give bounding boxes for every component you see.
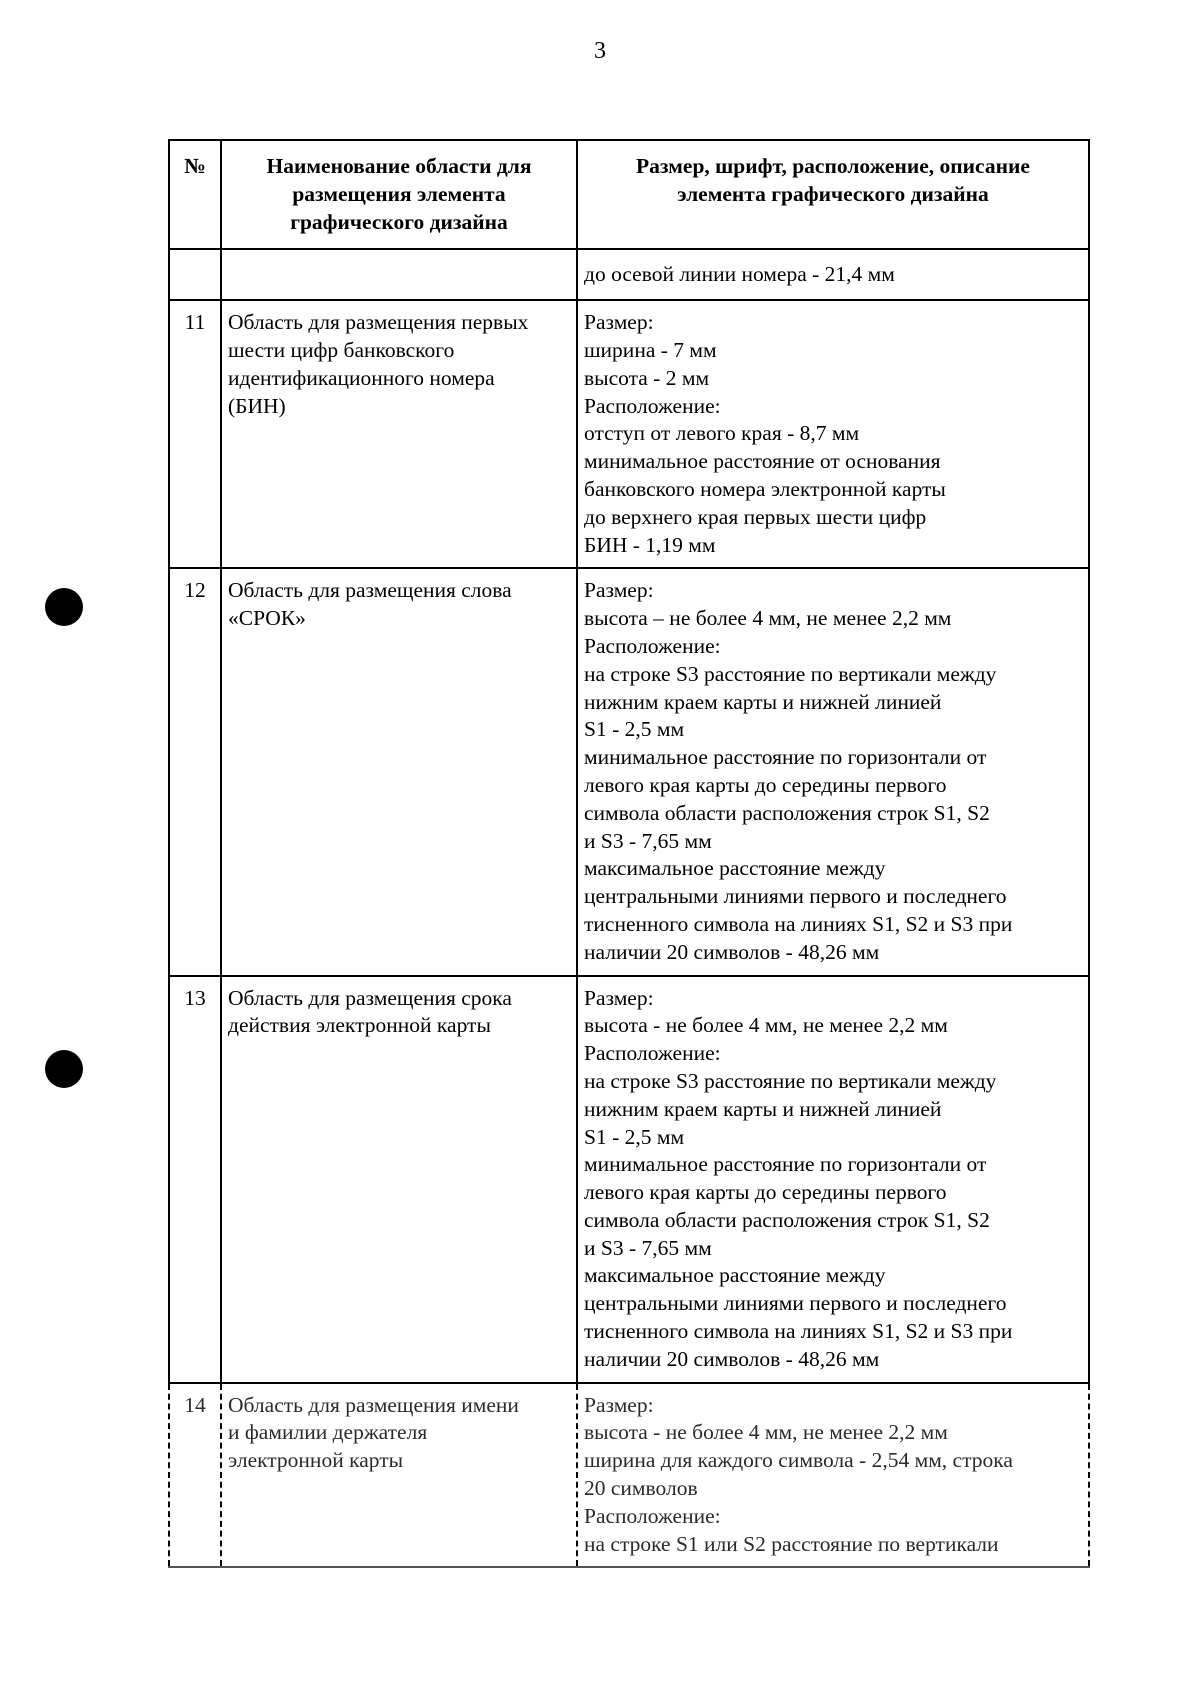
table-header-row	[169, 140, 1089, 249]
table-row	[169, 1383, 1089, 1568]
row-number: 12	[169, 568, 221, 975]
row-description: до осевой линии номера - 21,4 мм	[577, 249, 1089, 300]
table-row	[169, 976, 1089, 1383]
row-description: Размер: ширина - 7 мм высота - 2 мм Расположение: отступ от левого края - 8,7 мм минимальное расстояние от основания банковского номера электронной карты до верхнего края первых шести цифр БИН - 1,19 мм	[577, 300, 1089, 568]
punch-hole-mark	[45, 1050, 83, 1088]
header-description: Размер, шрифт, расположение, описание элемента графического дизайна	[577, 140, 1089, 249]
row-number: 14	[169, 1383, 221, 1568]
row-area-name: Область для размещения слова «СРОК»	[221, 568, 577, 975]
row-description: Размер: высота - не более 4 мм, не менее 2,2 мм Расположение: на строке S3 расстояние по вертикали между нижним краем карты и нижней линией S1 - 2,5 мм минимальное расстояние по горизонтали от левого края карты до середины первого символа области расположения строк S1, S2 и S3 - 7,65 мм максимальное расстояние между центральными линиями первого и последнего тисненного символа на линиях S1, S2 и S3 при наличии 20 символов - 48,26 мм	[577, 976, 1089, 1383]
page-number: 3	[594, 38, 606, 64]
design-elements-table	[168, 139, 1090, 1568]
table-row	[169, 300, 1089, 568]
row-area-name: Область для размещения имени и фамилии держателя электронной карты	[221, 1383, 577, 1568]
table-row	[169, 568, 1089, 975]
row-number: 13	[169, 976, 221, 1383]
header-area-name: Наименование области для размещения элемента графического дизайна	[221, 140, 577, 249]
row-number: 11	[169, 300, 221, 568]
row-description: Размер: высота - не более 4 мм, не менее 2,2 мм ширина для каждого символа - 2,54 мм, строка 20 символов Расположение: на строке S1 или S2 расстояние по вертикали	[577, 1383, 1089, 1568]
table-row	[169, 249, 1089, 300]
row-area-name: Область для размещения первых шести цифр банковского идентификационного номера (БИН)	[221, 300, 577, 568]
row-area-name	[221, 249, 577, 300]
punch-hole-mark	[45, 588, 83, 626]
header-number: №	[169, 140, 221, 249]
row-number	[169, 249, 221, 300]
row-description: Размер: высота – не более 4 мм, не менее 2,2 мм Расположение: на строке S3 расстояние по вертикали между нижним краем карты и нижней линией S1 - 2,5 мм минимальное расстояние по горизонтали от левого края карты до середины первого символа области расположения строк S1, S2 и S3 - 7,65 мм максимальное расстояние между центральными линиями первого и последнего тисненного символа на линиях S1, S2 и S3 при наличии 20 символов - 48,26 мм	[577, 568, 1089, 975]
row-area-name: Область для размещения срока действия электронной карты	[221, 976, 577, 1383]
